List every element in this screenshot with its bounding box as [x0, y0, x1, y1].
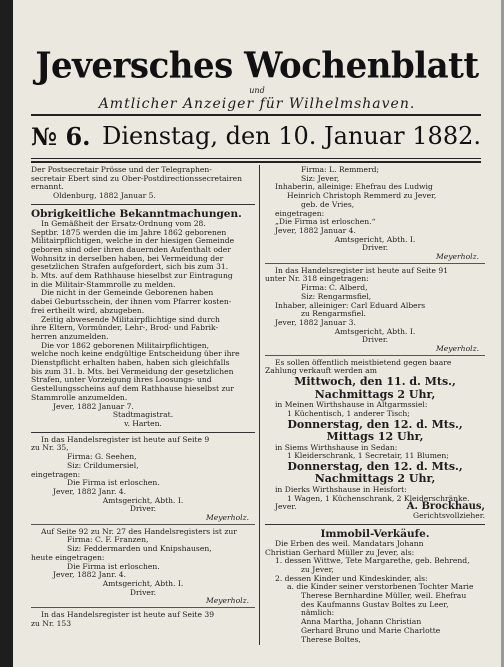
text-line: Amtsgericht, Abth. I.: [102, 495, 184, 505]
issue-rule-top: [31, 158, 481, 159]
text-line: Anna Martha, Johann Christian: [301, 617, 422, 627]
text-line: eingetragen:: [31, 469, 81, 479]
text-line: Jever, 1882 Januar 3.: [275, 317, 356, 327]
section-divider: [265, 355, 485, 356]
text-line: in Siems Wirthshause in Sedan:: [275, 442, 398, 452]
text-line: unter Nr. 318 eingetragen:: [265, 274, 369, 284]
section-divider: [31, 607, 255, 608]
text-line: welche noch keine endgültige Entscheidung über ihre: [31, 349, 240, 359]
text-line: 2. dessen Kinder und Kindeskinder, als:: [275, 573, 428, 583]
text-line: 1 Kleiderschrank, 1 Secretair, 11 Blumen;: [287, 451, 449, 461]
text-line: Meyerholz.: [436, 344, 479, 354]
text-line: Donnerstag, den 12. d. Mts.,: [287, 459, 463, 473]
text-line: Siz: Feddermarden und Knipshausen,: [67, 544, 212, 554]
text-line: Driver.: [129, 587, 157, 597]
text-line: Meyerholz.: [436, 252, 479, 262]
text-line: Siz: Crildumersiel,: [67, 460, 139, 470]
text-line: herren anzumelden.: [31, 331, 109, 341]
text-line: zu Rengarmsfiel.: [301, 309, 366, 319]
issue-date: Dienstag, den 10. Januar 1882.: [102, 122, 481, 150]
text-line: Firma: C. F. Franzen,: [67, 535, 149, 545]
text-line: Auf Seite 92 zu Nr. 27 des Handelsregisters ist zur: [41, 526, 237, 536]
text-line: geboren sind oder ihren dauernden Aufenthalt oder: [31, 244, 231, 254]
text-line: Zeitig abwesende Militairpflichtige sind durch: [41, 314, 220, 324]
text-line: Jever, 1882 Janr. 4.: [53, 486, 127, 496]
text-line: Nachmittags 2 Uhr,: [314, 387, 436, 401]
text-line: Es sollen öffentlich meistbietend gegen baare: [275, 357, 452, 367]
text-line: Mittags 12 Uhr,: [326, 430, 424, 444]
text-line: heute eingetragen:: [31, 552, 105, 562]
text-line: Meyerholz.: [206, 513, 249, 523]
masthead-und: und: [249, 86, 265, 95]
text-line: 1 Wagen, 1 Küchenschrank, 2 Kleiderschränke.: [287, 493, 470, 503]
text-line: „Die Firma ist erloschen.“: [275, 217, 376, 227]
issue-number: № 6.: [31, 121, 91, 151]
text-line: in Meinen Wirthshause in Altgarmssiel:: [275, 400, 428, 410]
newspaper-subtitle: Amtlicher Anzeiger für Wilhelmshaven.: [98, 96, 416, 112]
text-line: Amtsgericht, Abth. I.: [334, 234, 416, 244]
newspaper-title: Jeversches Wochenblatt: [35, 45, 479, 87]
section-divider: [31, 204, 255, 205]
text-line: Septbr. 1875 werden die im Jahre 1862 geborenen: [31, 227, 227, 237]
section-heading: Obrigkeitliche Bekanntmachungen.: [31, 207, 242, 220]
text-line: Driver.: [129, 504, 157, 514]
text-line: Stadtmagistrat.: [112, 410, 174, 420]
text-line: Oldenburg, 1882 Januar 5.: [53, 191, 156, 201]
text-line: Jever, 1882 Januar 4.: [275, 225, 356, 235]
issue-line: [31, 116, 481, 156]
text-line: Wohnsitz in derselben haben, bei Vermeidung der: [31, 253, 224, 263]
text-line: Amtsgericht, Abth. I.: [334, 326, 416, 336]
text-line: zu Nr. 153: [31, 618, 72, 628]
text-line: Firma: G. Seehen,: [67, 452, 137, 462]
text-line: Driver.: [361, 335, 389, 345]
text-line: Die Firma ist erloschen.: [67, 561, 160, 571]
text-line: secretair Ebert sind zu Ober-Postdirectionssecretairen: [31, 173, 243, 183]
text-line: in Dierks Wirthshause in Heisfort:: [275, 484, 407, 494]
text-line: Siz: Jever,: [301, 173, 340, 183]
text-line: Die nicht in der Gemeinde Geborenen haben: [41, 288, 214, 298]
text-line: des Kaufmanns Gustav Boltes zu Leer,: [301, 599, 449, 609]
text-line: a. die Kinder seiner verstorbenen Tochter Marie: [287, 582, 474, 592]
signature-name: A. Brockhaus,: [406, 501, 485, 513]
text-line: Mittwoch, den 11. d. Mts.,: [294, 375, 456, 389]
text-line: Firma: L. Remmerd;: [301, 165, 380, 174]
masthead: [13, 46, 501, 112]
text-line: b. Mts. auf dem Rathhause hieselbst zur Eintragung: [31, 271, 233, 281]
scan-left-edge: [0, 0, 13, 667]
text-line: 1. dessen Wittwe, Tete Margarethe, geb. Behrend,: [275, 556, 470, 566]
text-line: Christian Gerhard Müller zu Jever, als:: [265, 547, 415, 557]
text-line: Gerhard Bruno und Marie Charlotte: [301, 625, 441, 635]
section-divider: [265, 524, 485, 525]
text-line: In Gemäßheit der Ersatz-Ordnung vom 28.: [41, 218, 206, 228]
text-line: Der Postsecretair Prösse und der Telegraphen-: [31, 165, 212, 174]
text-line: Gestellungsscheins auf dem Rathhause hieselbst zur: [31, 384, 235, 394]
text-line: 1 Küchentisch, 1 anderer Tisch;: [287, 408, 410, 418]
text-line: geb. de Vries,: [301, 199, 355, 209]
text-line: Jever, 1882 Janr. 4.: [53, 570, 127, 580]
text-line: Firma: C. Alberd,: [301, 283, 368, 293]
text-line: In das Handelsregister ist heute auf Seite 91: [275, 265, 449, 275]
text-line: Strafen, unter Vorzeigung ihres Loosungs- und: [31, 375, 212, 385]
text-line: Heinrich Christoph Remmerd zu Jever,: [287, 191, 437, 201]
text-line: ihre Eltern, Vormünder, Lehr-, Brod- und Fabrik-: [31, 323, 219, 333]
text-line: Stammrolle anzumelden.: [31, 392, 128, 402]
text-line: dabei Geburtsschein, der ihnen vom Pfarrer kosten-: [31, 297, 232, 307]
column-divider: [259, 165, 260, 645]
text-line: Zahlung verkauft werden am: [265, 366, 377, 376]
signature-role: Gerichtsvollzieher.: [413, 511, 485, 521]
text-line: In das Handelsregister ist heute auf Seite 39: [41, 610, 215, 620]
text-line: zu Nr. 35,: [31, 443, 69, 453]
text-line: zu Jever,: [301, 564, 334, 574]
text-line: Meyerholz.: [206, 596, 249, 606]
text-line: in die Militair-Stammrolle zu melden.: [31, 279, 176, 289]
signature-place: Jever.: [275, 502, 297, 512]
text-line: Die Erben des weil. Mandatars Johann: [275, 538, 424, 548]
text-line: ernannt.: [31, 182, 64, 192]
text-line: Therese Boltes,: [301, 634, 361, 644]
text-line: Amtsgericht, Abth. I.: [102, 578, 184, 588]
text-line: Siz: Rengarmsfiel,: [301, 291, 372, 301]
text-line: Inhaberin, alleinige: Ehefrau des Ludwig: [275, 182, 433, 192]
section-divider: [31, 524, 255, 525]
text-line: v. Harten.: [124, 418, 162, 428]
left-column: [31, 166, 255, 628]
text-line: Inhaber, alleiniger: Carl Eduard Albers: [275, 300, 426, 310]
section-divider: [265, 263, 485, 264]
text-line: Militairpflichtigen, welche in der hiesigen Gemeinde: [31, 236, 235, 246]
text-line: Donnerstag, den 12. d. Mts.,: [287, 417, 463, 431]
text-line: nämlich:: [301, 608, 335, 618]
text-line: Jever, 1882 Januar 7.: [53, 401, 134, 411]
text-line: Driver.: [361, 243, 389, 253]
text-line: Die vor 1862 geborenen Militairpflichtigen,: [41, 340, 210, 350]
text-line: frei ertheilt wird, abzugeben.: [31, 305, 145, 315]
text-line: Therese Bernhardine Müller, weil. Ehefrau: [301, 591, 467, 601]
text-line: bis zum 31. b. Mts. bei Vermeidung der gesetzlichen: [31, 366, 234, 376]
text-line: Die Firma ist erloschen.: [67, 478, 160, 488]
text-line: In das Handelsregister ist heute auf Seite 9: [41, 434, 210, 444]
right-column: [265, 166, 485, 644]
text-line: gesetzlichen Strafen aufgefordert, sich bis zum 31.: [31, 262, 229, 272]
issue-rule-bottom: [31, 161, 481, 163]
section-heading: Immobil-Verkäufe.: [320, 527, 430, 540]
newspaper-page: [13, 0, 501, 667]
text-line: Nachmittags 2 Uhr,: [314, 472, 436, 486]
section-divider: [31, 432, 255, 433]
text-line: eingetragen:: [275, 208, 325, 218]
text-line: Dienstpflicht erhalten haben, haben sich gleichfalls: [31, 358, 230, 368]
